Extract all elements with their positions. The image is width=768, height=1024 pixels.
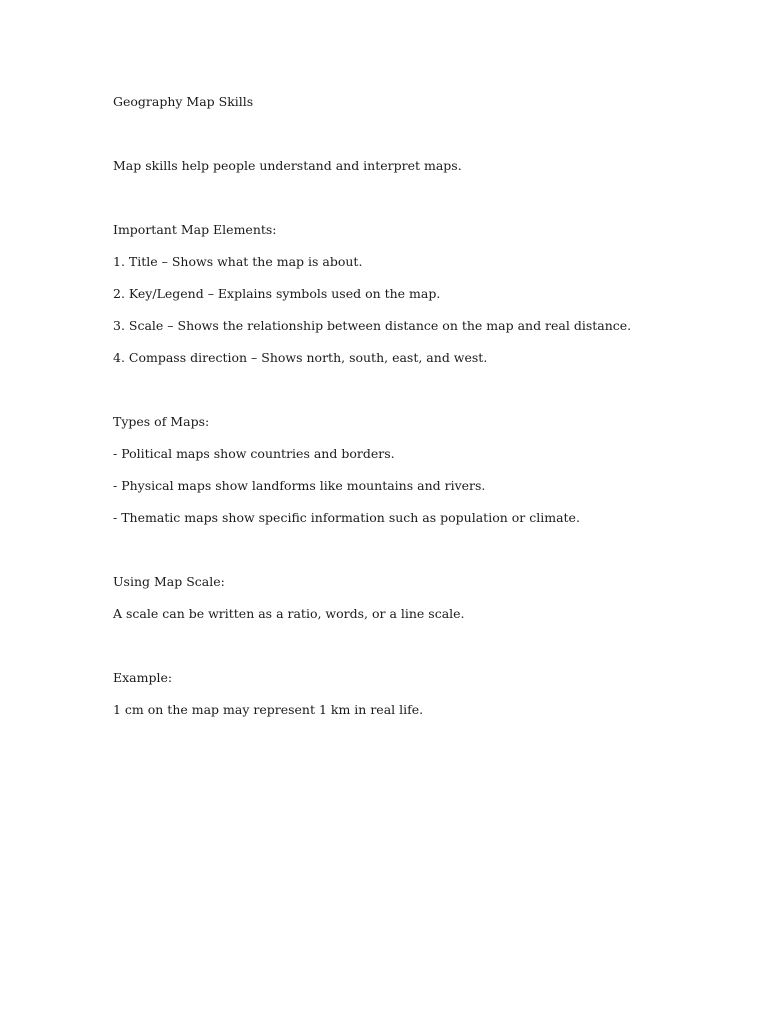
types-list-item: - Thematic maps show specific information such as population or climate. — [113, 510, 580, 525]
example-paragraph: 1 cm on the map may represent 1 km in real life. — [113, 702, 424, 717]
intro-paragraph: Map skills help people understand and interpret maps. — [113, 158, 462, 173]
elements-list-item: 1. Title – Shows what the map is about. — [113, 254, 363, 269]
types-heading: Types of Maps: — [113, 414, 210, 429]
elements-heading: Important Map Elements: — [113, 222, 277, 237]
document-title: Geography Map Skills — [113, 94, 254, 109]
elements-list-item: 4. Compass direction – Shows north, south, east, and west. — [113, 350, 488, 365]
scale-paragraph: A scale can be written as a ratio, words, or a line scale. — [113, 606, 465, 621]
types-list-item: - Political maps show countries and borders. — [113, 446, 395, 461]
scale-heading: Using Map Scale: — [113, 574, 225, 589]
types-list-item: - Physical maps show landforms like mountains and rivers. — [113, 478, 486, 493]
elements-list-item: 3. Scale – Shows the relationship between distance on the map and real distance. — [113, 318, 632, 333]
elements-list-item: 2. Key/Legend – Explains symbols used on the map. — [113, 286, 441, 301]
example-heading: Example: — [113, 670, 173, 685]
